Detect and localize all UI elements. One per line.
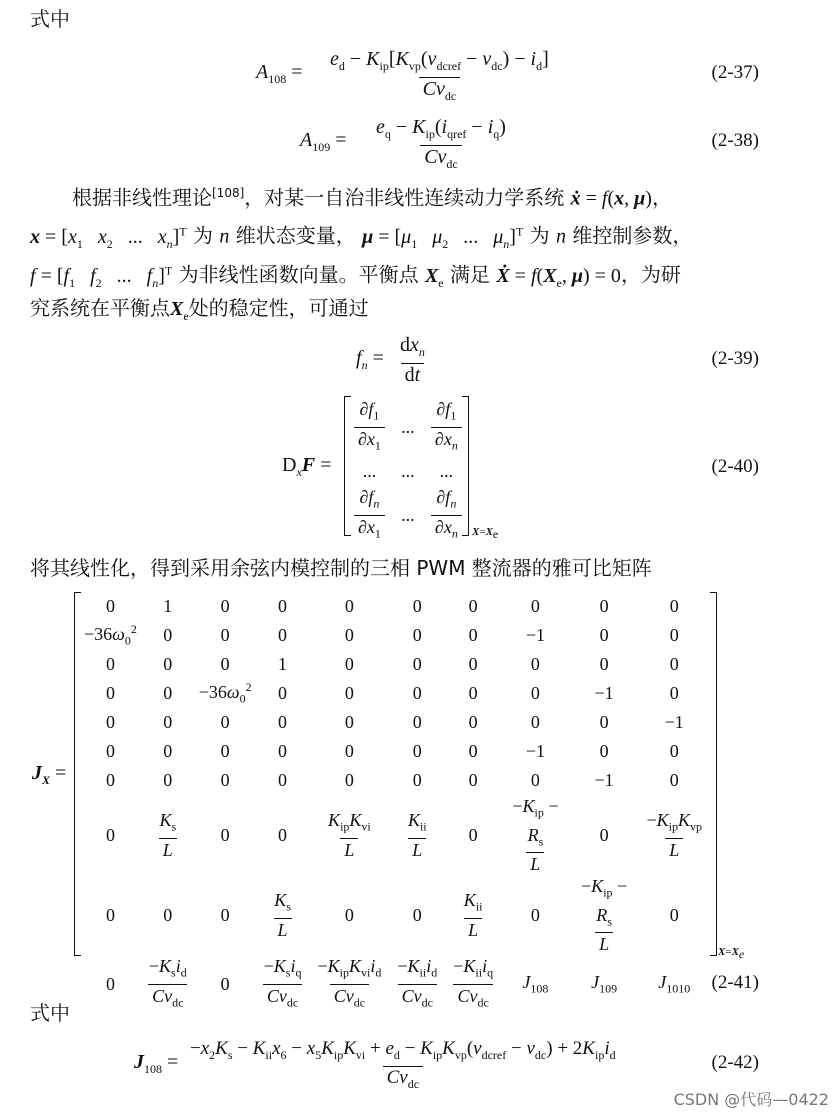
- equation-2-37: $A_{108}$ = $e_d - K_{ip}[K_{vp}(v_{dcref} - v_{dc}) - i_d]$ $Cv_{dc}$ (2-37): [0, 44, 839, 104]
- para-text: 处的稳定性，可通过: [188, 296, 369, 320]
- citation: [108]: [212, 186, 245, 200]
- eq-number-2-41: (2-41): [711, 972, 759, 993]
- equation-2-38: $A_{109}$ = $e_q - K_{ip}(i_{qref} - i_q)$ $Cv_{dc}$ (2-38): [0, 112, 839, 172]
- equation-2-42: $J_{108}$ = $-x_2K_s - K_{ii}x_6 - x_5K_{ip}K_{vi} + e_d - K_{ip}K_{vp}(v_{dcref} - v_{dc}) + 2K_{ip}i_d$ $Cv_{dc}$ (2-42): [0, 1034, 839, 1094]
- linearize-text: 将其线性化，得到采用余弦内模控制的三相 PWM 整流器的雅可比矩阵: [30, 556, 652, 580]
- paragraph-line-1: 根据非线性理论[108]，对某一自治非线性连续动力学系统 ẋ = f(x, μ)，: [72, 185, 672, 210]
- equation-2-39: $f_n$ = $dx_n$ dt (2-39): [356, 334, 759, 386]
- paragraph-line-3: $f = [f_1$ $f_2$ ... $f_n]^T$ 为非线性函数向量。平衡点 $X_e$ 满足 Ẋ = $f(X_e$, μ) = 0，为研: [30, 262, 681, 290]
- equation-2-41: $J_X$ = 0 1 0 0 0 0 0 0 0 0 $-36\omega_0^2$ 0 0 0 0 0 0 −1 0 0 0 0 0 1 0 0 0 0 0 0 0 0 $-36\omega_0^2$ 0 0 0 0 0 −1 0 0 0 0 0 0 0 0 0 0 −1 0 0 0 0 0 0 0 −1 0 0 0 0 0 0 0 0 0 0 −1 0 0 $\frac{K_s}{L}$ 0 0 $K_{ip}K_{vi}$ L $K_{ii}$ L 0 $-K_{ip} - R_s$ L 0 $-K_{ip}K_{vp}$ L 0 0 0 $\frac{K_s}{L}$ 0 0 $K_{ii}$ L 0 $-K_{ip} - R_s$ L 0 0 $-K_si_d$ $Cv_{dc}$ 0 $-K_si_q$ $Cv_{dc}$ $-K_{ip}K_{vi}i_d$ $Cv_{dc}$ $-K_{ii}i_d$ $Cv_{dc}$ $-K_{ii}i_q$ $Cv_{dc}$ $J_{108}$ $J_{109}$ $J_{1010}$ $X=X_e$ (2-41): [0, 588, 839, 988]
- intro-label-1: 式中: [30, 7, 70, 31]
- paragraph-line-2: $x = [x_1$ $x_2$ ... $x_n]^T$ 为 n 维状态变量， $\mu = [\mu_1$ $\mu_2$ ... $\mu_n]^T$ 为 n 维控制参数，: [30, 223, 693, 251]
- eq-number-2-39: (2-39): [711, 348, 759, 369]
- para-text: ，为研: [620, 262, 681, 287]
- para-text: 为: [193, 223, 213, 248]
- para-text: 为: [529, 223, 550, 248]
- eq-number-2-38: (2-38): [711, 130, 759, 151]
- para-text: 根据非线性理论: [72, 185, 212, 210]
- equation-2-40: $D_xF$ = $\frac{\partial f_1}{\partial x_1}$ ... $\frac{\partial f_1}{\partial x_n}$ ... ... ... $\frac{\partial f_n}{\partial x_1}$ ... $\frac{\partial f_n}{\partial x_n}$ $X=X_e$ (2-40): [0, 392, 839, 542]
- para-text: 究系统在平衡点: [30, 296, 170, 320]
- eq-number-2-40: (2-40): [711, 456, 759, 477]
- para-text: 为非线性函数向量。平衡点: [178, 262, 419, 287]
- watermark: CSDN @代码—0422: [673, 1090, 829, 1109]
- paragraph-line-4: 究系统在平衡点$X_e$处的稳定性，可通过: [30, 296, 369, 323]
- para-text: 维控制参数，: [572, 223, 693, 248]
- para-text: 维状态变量，: [235, 223, 356, 248]
- intro-label-2: 式中: [30, 1001, 70, 1025]
- para-text: ，对某一自治非线性连续动力学系统: [244, 185, 565, 210]
- eq-number-2-42: (2-42): [711, 1052, 759, 1073]
- para-text: 满足: [449, 262, 490, 287]
- eq-number-2-37: (2-37): [711, 62, 759, 83]
